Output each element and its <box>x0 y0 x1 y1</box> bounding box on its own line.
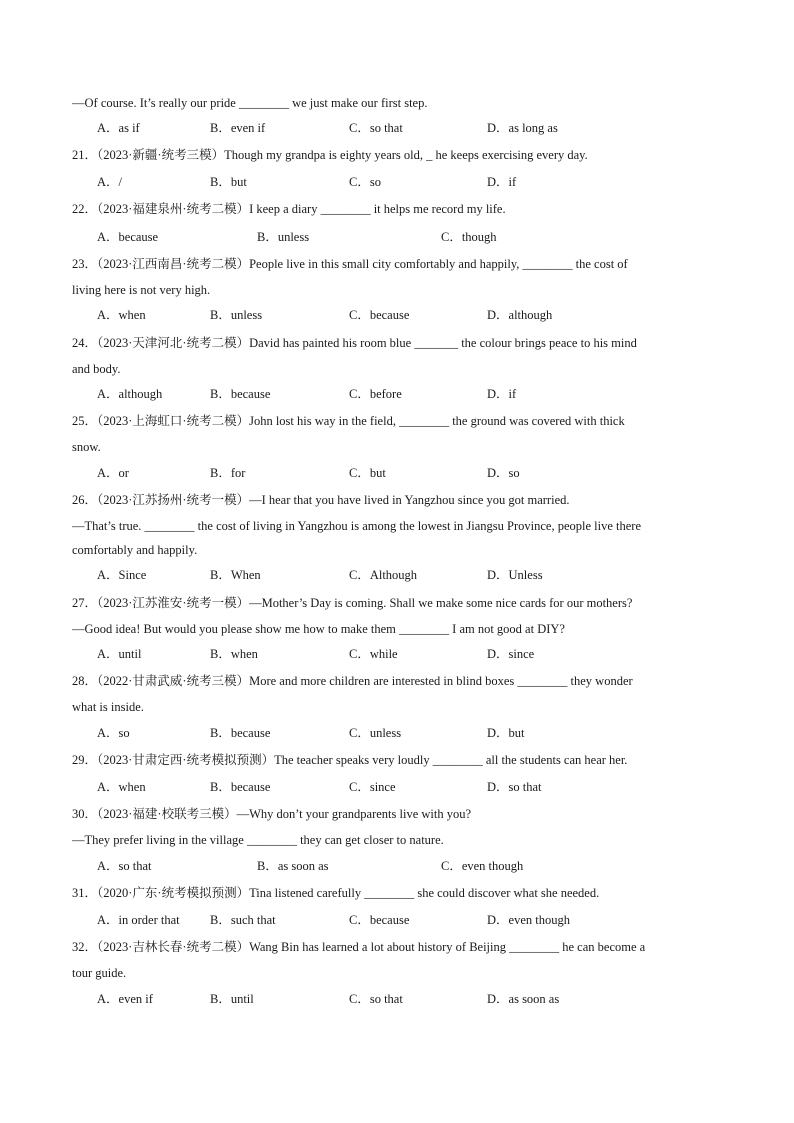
option-a: A．/ <box>97 175 123 189</box>
option-a: A．because <box>97 230 159 244</box>
question-24-stem-continued: and body. <box>72 362 121 376</box>
option-a: A．Since <box>97 568 147 582</box>
option-a: A．as if <box>97 121 140 135</box>
question-27-stem: 27．（2023·江苏淮安·统考一模）—Mother’s Day is coming. Shall we make some nice cards for our mothers? <box>72 596 633 610</box>
question-26-stem-continued-2: comfortably and happily. <box>72 543 198 557</box>
question-30-stem-continued: —They prefer living in the village ________ they can get closer to nature. <box>72 833 444 847</box>
option-a: A．even if <box>97 992 153 1006</box>
option-b: B．When <box>210 568 261 582</box>
option-c: C．unless <box>349 726 402 740</box>
option-b: B．because <box>210 387 271 401</box>
option-a: A．so that <box>97 859 152 873</box>
option-c: C．so that <box>349 121 403 135</box>
question-25-stem: 25．（2023·上海虹口·统考二模）John lost his way in the field, ________ the ground was covered with thick <box>72 414 625 428</box>
option-d: D．even though <box>487 913 570 927</box>
question-20-stem: —Of course. It’s really our pride ________ we just make our first step. <box>72 96 428 110</box>
option-d: D．if <box>487 387 517 401</box>
option-b: B．until <box>210 992 254 1006</box>
option-b: B．because <box>210 726 271 740</box>
question-22-stem: 22．（2023·福建泉州·统考二模）I keep a diary ________ it helps me record my life. <box>72 202 506 216</box>
question-26-stem-continued: —That’s true. ________ the cost of living in Yangzhou is among the lowest in Jiangsu Province, people live there <box>72 519 642 533</box>
option-d: D．so that <box>487 780 542 794</box>
option-a: A．until <box>97 647 142 661</box>
option-d: D．if <box>487 175 517 189</box>
option-c: C．since <box>349 780 396 794</box>
question-25-stem-continued: snow. <box>72 440 101 454</box>
option-c: C．though <box>441 230 497 244</box>
question-32-stem: 32．（2023·吉林长春·统考二模）Wang Bin has learned a lot about history of Beijing ________ he can become a <box>72 940 646 954</box>
option-a: A．although <box>97 387 163 401</box>
option-d: D．Unless <box>487 568 543 582</box>
option-c: C．even though <box>441 859 524 873</box>
option-c: C．because <box>349 913 410 927</box>
option-b: B．because <box>210 780 271 794</box>
option-b: B．even if <box>210 121 266 135</box>
option-c: C．because <box>349 308 410 322</box>
question-23-stem-continued: living here is not very high. <box>72 283 211 297</box>
question-29-stem: 29．（2023·甘肃定西·统考模拟预测）The teacher speaks very loudly ________ all the students can hear her. <box>72 753 628 767</box>
question-28-stem: 28．（2022·甘肃武威·统考三模）More and more children are interested in blind boxes ________ they wonder <box>72 674 633 688</box>
question-31-stem: 31．（2020·广东·统考模拟预测）Tina listened carefully ________ she could discover what she needed. <box>72 886 600 900</box>
option-c: C．so <box>349 175 381 189</box>
option-c: C．before <box>349 387 402 401</box>
question-26-stem: 26．（2023·江苏扬州·统考一模）—I hear that you have lived in Yangzhou since you got married. <box>72 493 570 507</box>
question-21-stem: 21．（2023·新疆·统考三模）Though my grandpa is eighty years old, _ he keeps exercising every day. <box>72 148 588 162</box>
option-c: C．so that <box>349 992 403 1006</box>
option-d: D．although <box>487 308 553 322</box>
option-b: B．when <box>210 647 258 661</box>
option-d: D．as long as <box>487 121 558 135</box>
question-28-stem-continued: what is inside. <box>72 700 144 714</box>
option-b: B．but <box>210 175 247 189</box>
option-b: B．unless <box>257 230 310 244</box>
option-a: A．when <box>97 780 146 794</box>
option-b: B．unless <box>210 308 263 322</box>
option-b: B．such that <box>210 913 276 927</box>
question-32-stem-continued: tour guide. <box>72 966 127 980</box>
option-d: D．since <box>487 647 535 661</box>
option-b: B．as soon as <box>257 859 329 873</box>
option-a: A．when <box>97 308 146 322</box>
option-c: C．while <box>349 647 398 661</box>
option-b: B．for <box>210 466 246 480</box>
option-c: C．but <box>349 466 386 480</box>
question-27-stem-continued: —Good idea! But would you please show me how to make them ________ I am not good at DIY? <box>72 622 565 636</box>
option-c: C．Although <box>349 568 418 582</box>
option-d: D．so <box>487 466 520 480</box>
option-a: A．in order that <box>97 913 180 927</box>
option-d: D．but <box>487 726 525 740</box>
option-a: A．or <box>97 466 129 480</box>
question-30-stem: 30．（2023·福建·校联考三模）—Why don’t your grandparents live with you? <box>72 807 472 821</box>
option-d: D．as soon as <box>487 992 560 1006</box>
option-a: A．so <box>97 726 130 740</box>
question-23-stem: 23．（2023·江西南昌·统考二模）People live in this small city comfortably and happily, ________ the cost of <box>72 257 628 271</box>
question-24-stem: 24．（2023·天津河北·统考二模）David has painted his room blue _______ the colour brings peace to his mind <box>72 336 637 350</box>
